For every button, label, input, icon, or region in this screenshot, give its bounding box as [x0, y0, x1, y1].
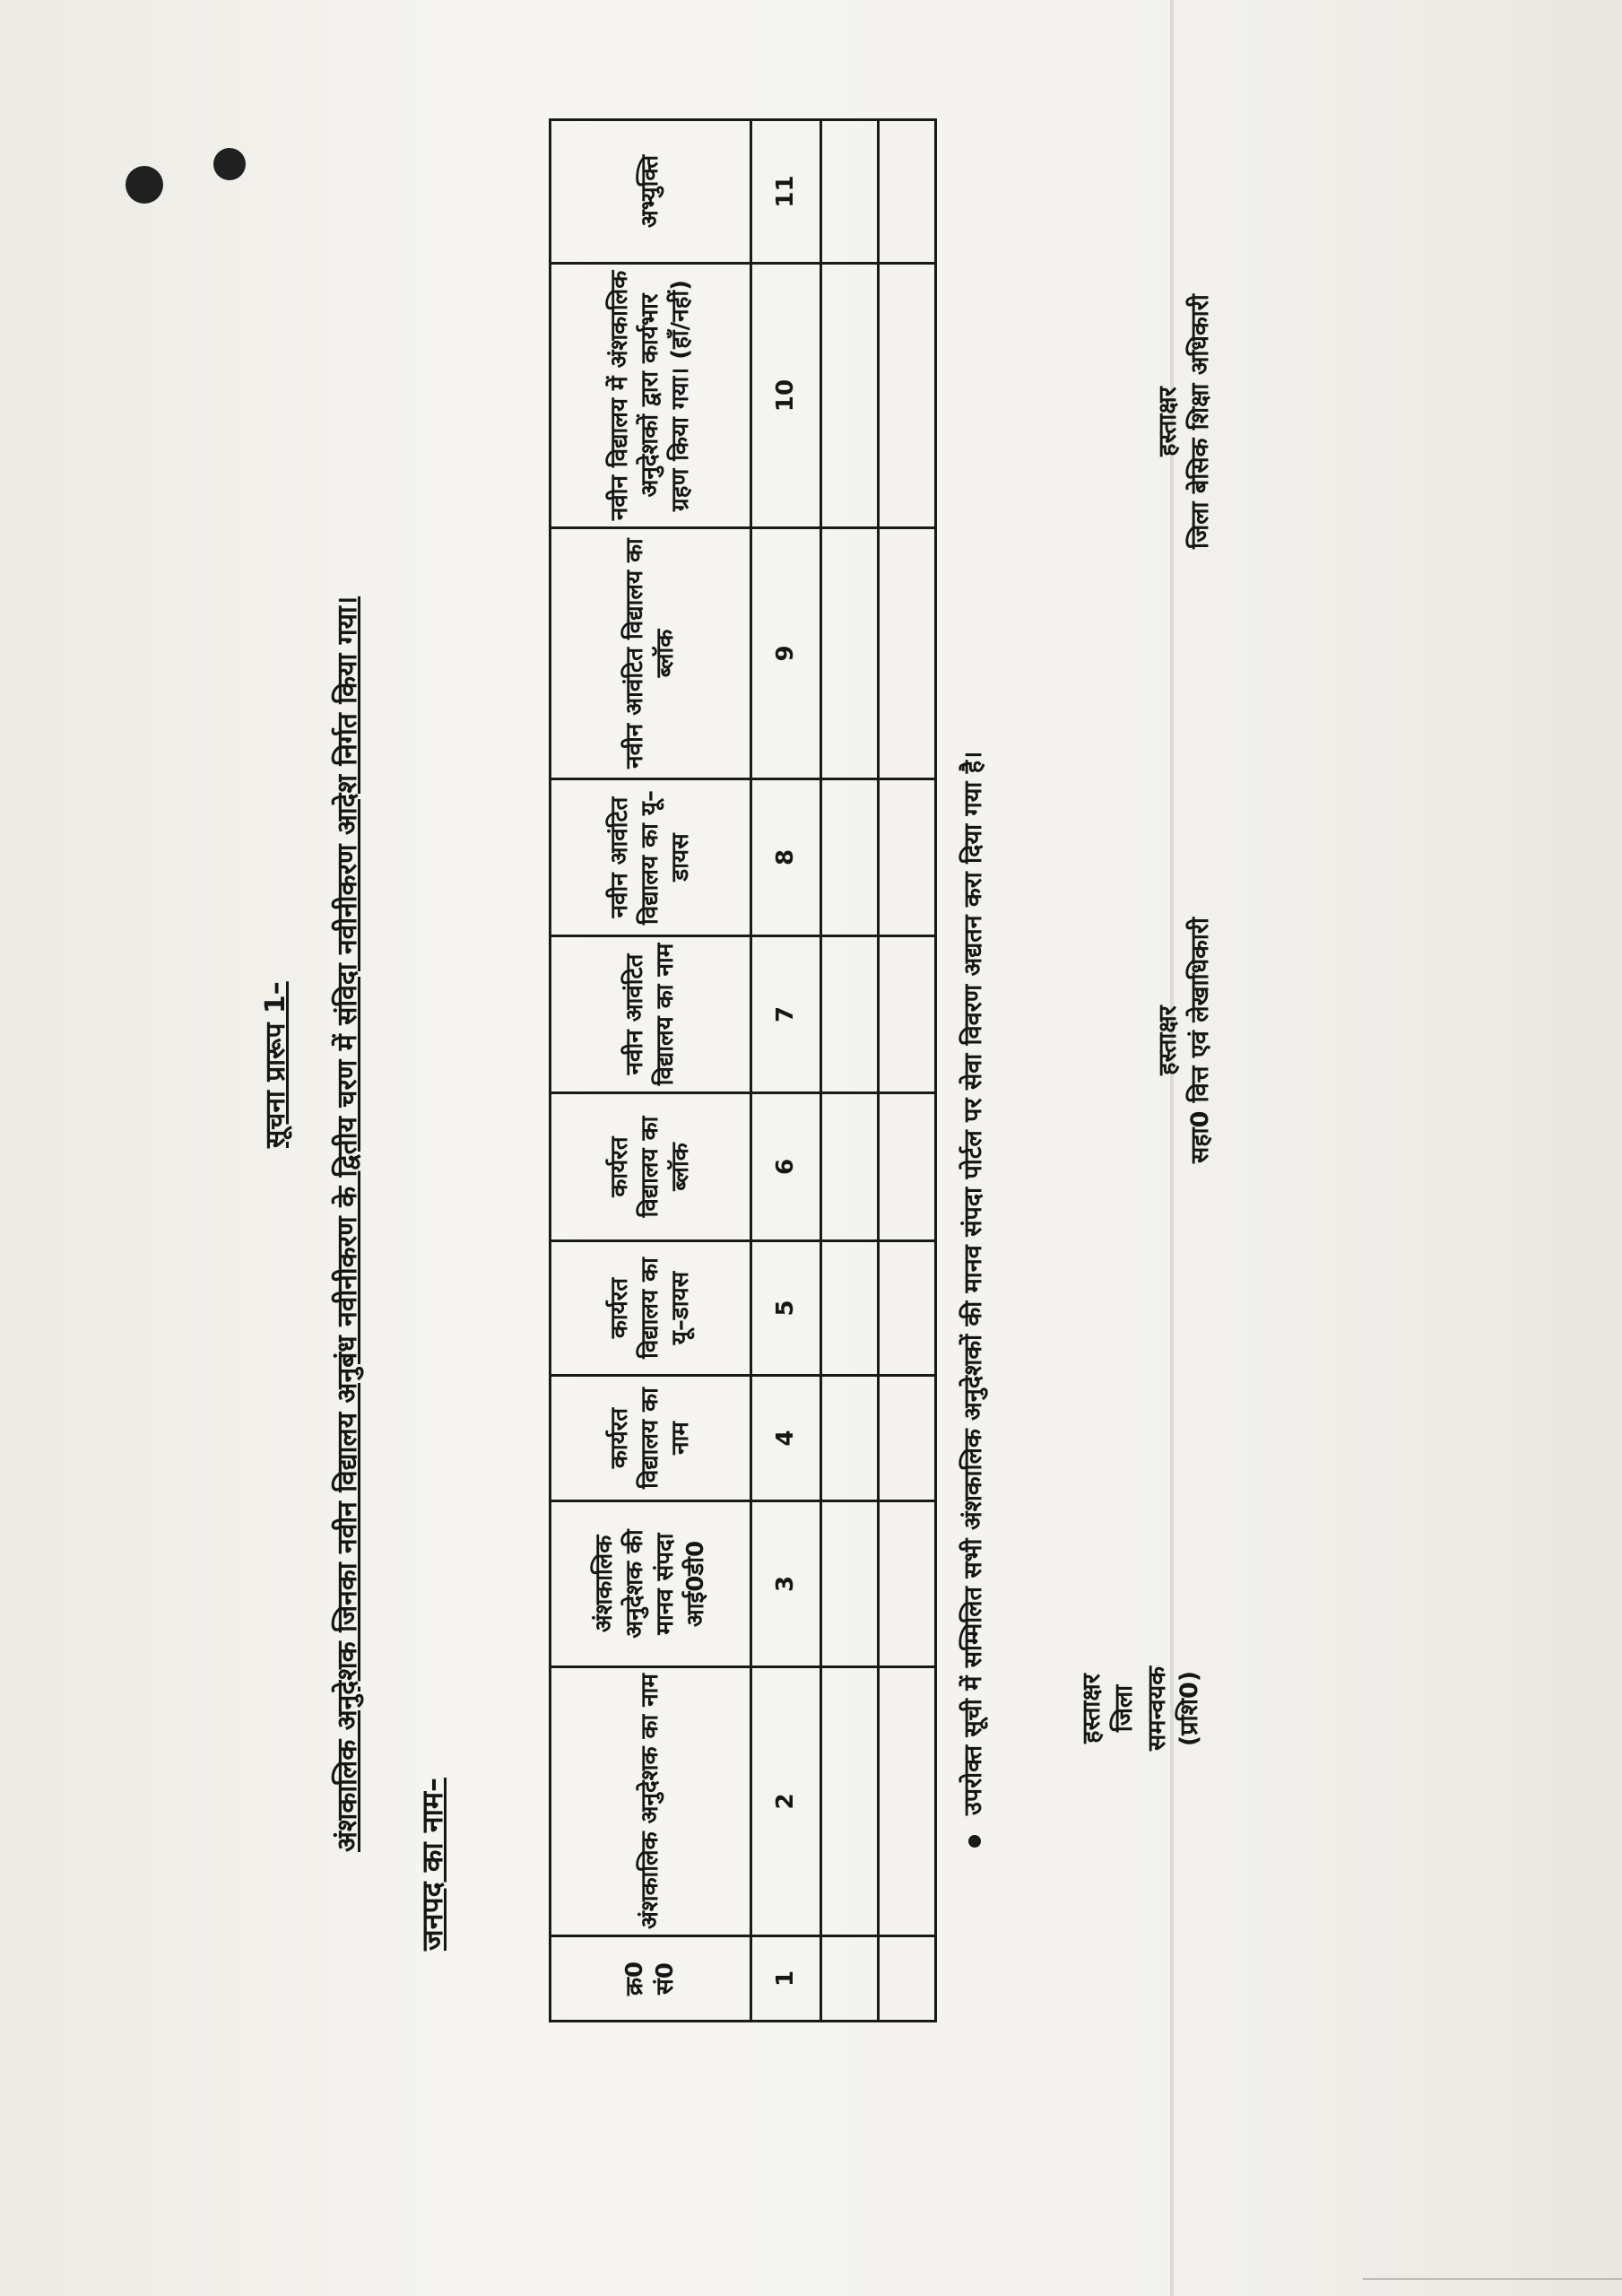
empty-cell	[879, 1936, 936, 2022]
column-number: 7	[751, 936, 821, 1093]
column-number: 8	[751, 779, 821, 936]
empty-cell	[879, 120, 936, 264]
empty-cell	[821, 1936, 879, 2022]
column-number: 2	[751, 1667, 821, 1936]
empty-cell	[821, 1093, 879, 1241]
signature-line: जिला बेसिक शिक्षा अधिकारी	[1186, 294, 1215, 549]
table-header: कार्यरत विद्यालय का नाम	[551, 1376, 751, 1501]
column-number-row	[751, 120, 821, 2022]
table-row	[821, 120, 879, 2022]
empty-cell	[821, 1501, 879, 1667]
empty-cell	[879, 936, 936, 1093]
signature-block-district-coordinator	[1076, 1637, 1207, 1780]
table-row	[879, 120, 936, 2022]
column-number: 1	[751, 1936, 821, 2022]
empty-cell	[879, 1376, 936, 1501]
column-number: 4	[751, 1376, 821, 1501]
signature-line: समन्वयक	[1142, 1666, 1171, 1751]
empty-cell	[821, 528, 879, 779]
empty-cell	[879, 1501, 936, 1667]
signature-line: हस्ताक्षर	[1154, 1005, 1182, 1075]
table-header: अभ्युक्ति	[551, 120, 751, 264]
column-number: 10	[751, 264, 821, 528]
column-number: 11	[751, 120, 821, 264]
table-header: नवीन आवंटित विद्यालय का यू–डायस	[551, 779, 751, 936]
table-header: अंशकालिक अनुदेशक का नाम	[551, 1667, 751, 1936]
empty-cell	[821, 1667, 879, 1936]
empty-cell	[821, 1241, 879, 1376]
empty-cell	[821, 120, 879, 264]
empty-cell	[879, 779, 936, 936]
table-header: नवीन आवंटित विद्यालय का नाम	[551, 936, 751, 1093]
column-number: 9	[751, 528, 821, 779]
empty-cell	[879, 1093, 936, 1241]
empty-cell	[879, 1241, 936, 1376]
signature-block-basic-education-officer	[1152, 224, 1218, 619]
signature-line: जिला	[1110, 1684, 1139, 1733]
empty-cell	[879, 1667, 936, 1936]
empty-cell	[879, 264, 936, 528]
empty-cell	[821, 1376, 879, 1501]
instructor-table	[549, 118, 937, 2022]
empty-cell	[821, 779, 879, 936]
note	[955, 752, 988, 1848]
table-header: नवीन आवंटित विद्यालय का ब्लॉक	[551, 528, 751, 779]
signature-line: (प्रशि0)	[1175, 1670, 1204, 1747]
table-header-row	[551, 120, 751, 2022]
signature-block-finance-officer	[1152, 852, 1218, 1229]
signature-line: हस्ताक्षर	[1078, 1674, 1106, 1744]
signature-line: हस्ताक्षर	[1154, 387, 1182, 457]
column-number: 3	[751, 1501, 821, 1667]
table-header: कार्यरत विद्यालय का यू–डायस	[551, 1241, 751, 1376]
form-title: सूचना प्रारूप 1–	[260, 981, 291, 1148]
table-header: नवीन विद्यालय में अंशकालिक अनुदेशकों द्वारा कार्यभार ग्रहण किया गया। (हॉं/नहीं)	[551, 264, 751, 528]
subtitle: अंशकालिक अनुदेशक जिनका नवीन विद्यालय अनुबंध नवीनीकरण के द्वितीय चरण में संविदा नवीनीकरण आदेश निर्गत किया गया।	[332, 596, 363, 1852]
table-header: अंशकालिक अनुदेशक की मानव संपदा आई0डी0	[551, 1501, 751, 1667]
table-header: क्र0 सं0	[551, 1936, 751, 2022]
note-text: उपरोक्त सूची में सम्मिलित सभी अंशकालिक अनुदेशकों की मानव संपदा पोर्टल पर सेवा विवरण अद्यतन करा दिया गया है।	[959, 751, 987, 1815]
district-label: जनपद का नाम–	[415, 1777, 449, 1951]
empty-cell	[821, 264, 879, 528]
column-number: 5	[751, 1241, 821, 1376]
empty-cell	[821, 936, 879, 1093]
bullet-icon	[968, 1835, 981, 1848]
column-number: 6	[751, 1093, 821, 1241]
table-header: कार्यरत विद्यालय का ब्लॉक	[551, 1093, 751, 1241]
empty-cell	[879, 528, 936, 779]
signature-line: सहा0 वित्त एवं लेखाधिकारी	[1186, 918, 1215, 1163]
